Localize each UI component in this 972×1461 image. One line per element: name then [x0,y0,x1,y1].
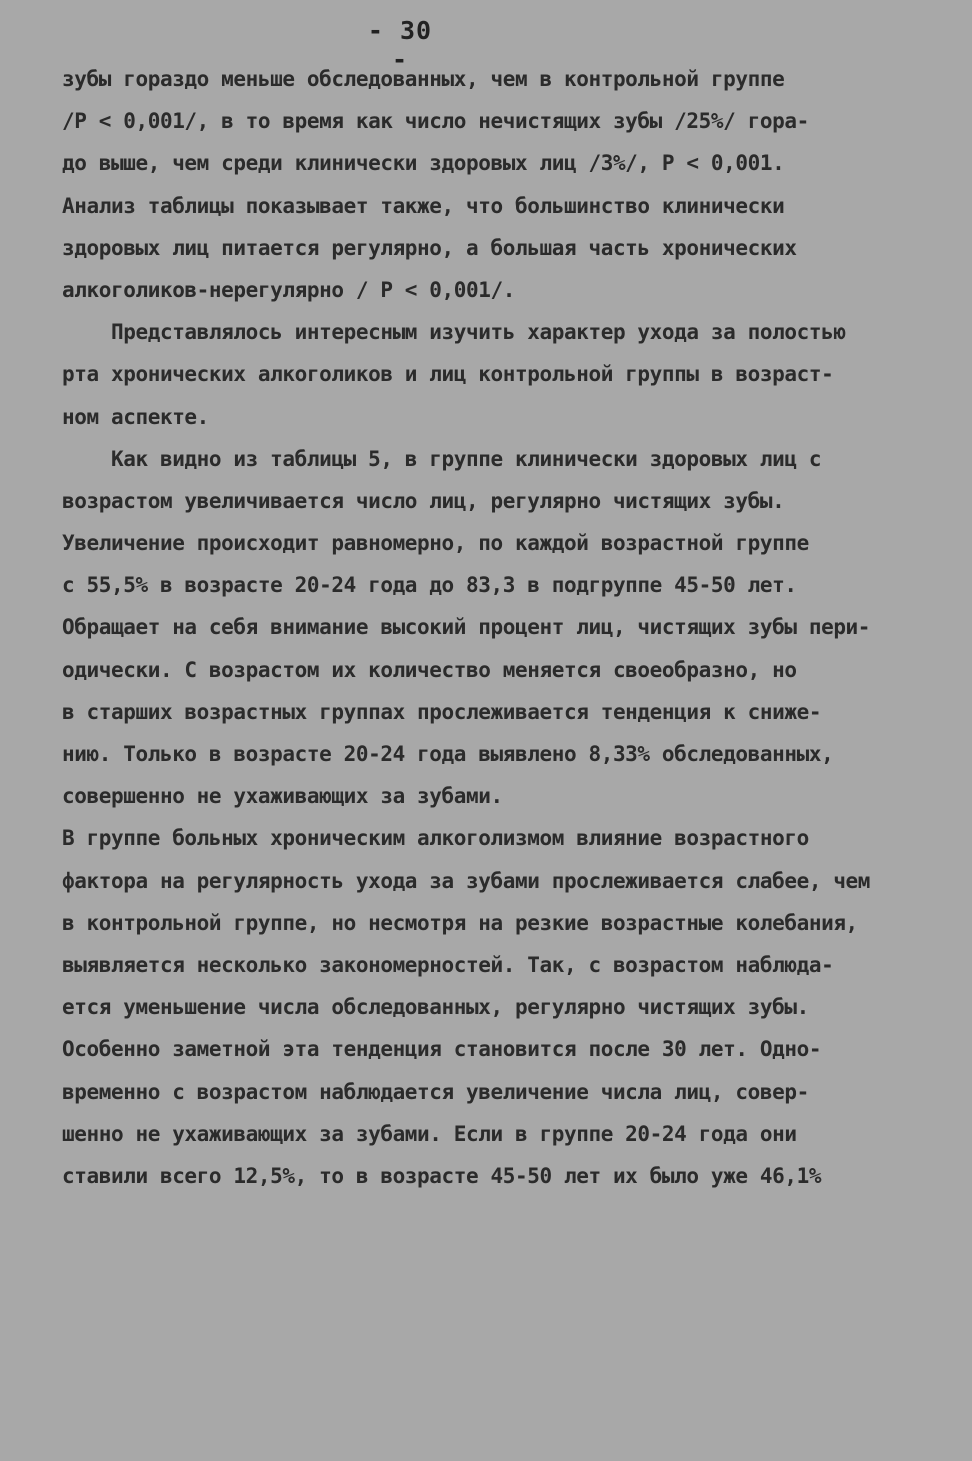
text-line-4: Анализ таблицы показывает также, что большинство клинически [62,193,785,218]
text-line-1: зубы гораздо меньше обследованных, чем в контрольной группе [62,67,785,91]
text-line-26: шенно не ухаживающих за зубами. Если в группе 20-24 года они [62,1121,797,1146]
page-number: - 30 - [367,16,433,74]
text-line-12: Увеличение происходит равномерно, по каждой возрастной группе [62,531,809,556]
text-line-5: здоровых лиц питается регулярно, а большая часть хронических [62,235,797,260]
text-line-18: совершенно не ухаживающих за зубами. [62,784,503,809]
text-line-17: нию. Только в возрасте 20-24 года выявлено 8,33% обследованных, [62,742,834,766]
text-line-3: до выше, чем среди клинически здоровых лиц /3%/, P < 0,001. [62,151,785,176]
text-line-19: В группе больных хроническим алкоголизмом влияние возрастного [62,826,809,851]
text-line-6: алкоголиков-нерегулярно / P < 0,001/. [62,277,515,302]
text-line-8: рта хронических алкоголиков и лиц контрольной группы в возраст- [62,362,834,387]
text-line-24: Особенно заметной эта тенденция становится после 30 лет. Одно- [62,1037,822,1062]
text-line-2: /P < 0,001/, в то время как число нечистящих зубы /25%/ гора- [62,109,809,134]
text-line-10: Как видно из таблицы 5, в группе клинически здоровых лиц с [62,446,822,471]
text-line-15: одически. С возрастом их количество меняется своеобразно, но [62,657,797,682]
text-line-14: Обращает на себя внимание высокий процент лиц, чистящих зубы пери- [62,615,871,640]
text-line-20: фактора на регулярность ухода за зубами прослеживается слабее, чем [62,868,871,893]
text-line-9: ном аспекте. [62,404,209,429]
text-line-22: выявляется несколько закономерностей. Так, с возрастом наблюда- [62,952,834,977]
text-line-13: с 55,5% в возрасте 20-24 года до 83,3 в подгруппе 45-50 лет. [62,573,797,598]
text-line-25: временно с возрастом наблюдается увеличение числа лиц, совер- [62,1079,809,1104]
body-text [62,58,922,1197]
text-line-27: ставили всего 12,5%, то в возрасте 45-50 лет их было уже 46,1% [62,1163,822,1188]
text-line-7: Представлялось интересным изучить характер ухода за полостью [62,320,846,345]
text-line-23: ется уменьшение числа обследованных, регулярно чистящих зубы. [62,995,809,1020]
text-line-21: в контрольной группе, но несмотря на резкие возрастные колебания, [62,910,858,935]
text-line-16: в старших возрастных группах прослеживается тенденция к сниже- [62,699,822,724]
text-line-11: возрастом увеличивается число лиц, регулярно чистящих зубы. [62,488,785,513]
